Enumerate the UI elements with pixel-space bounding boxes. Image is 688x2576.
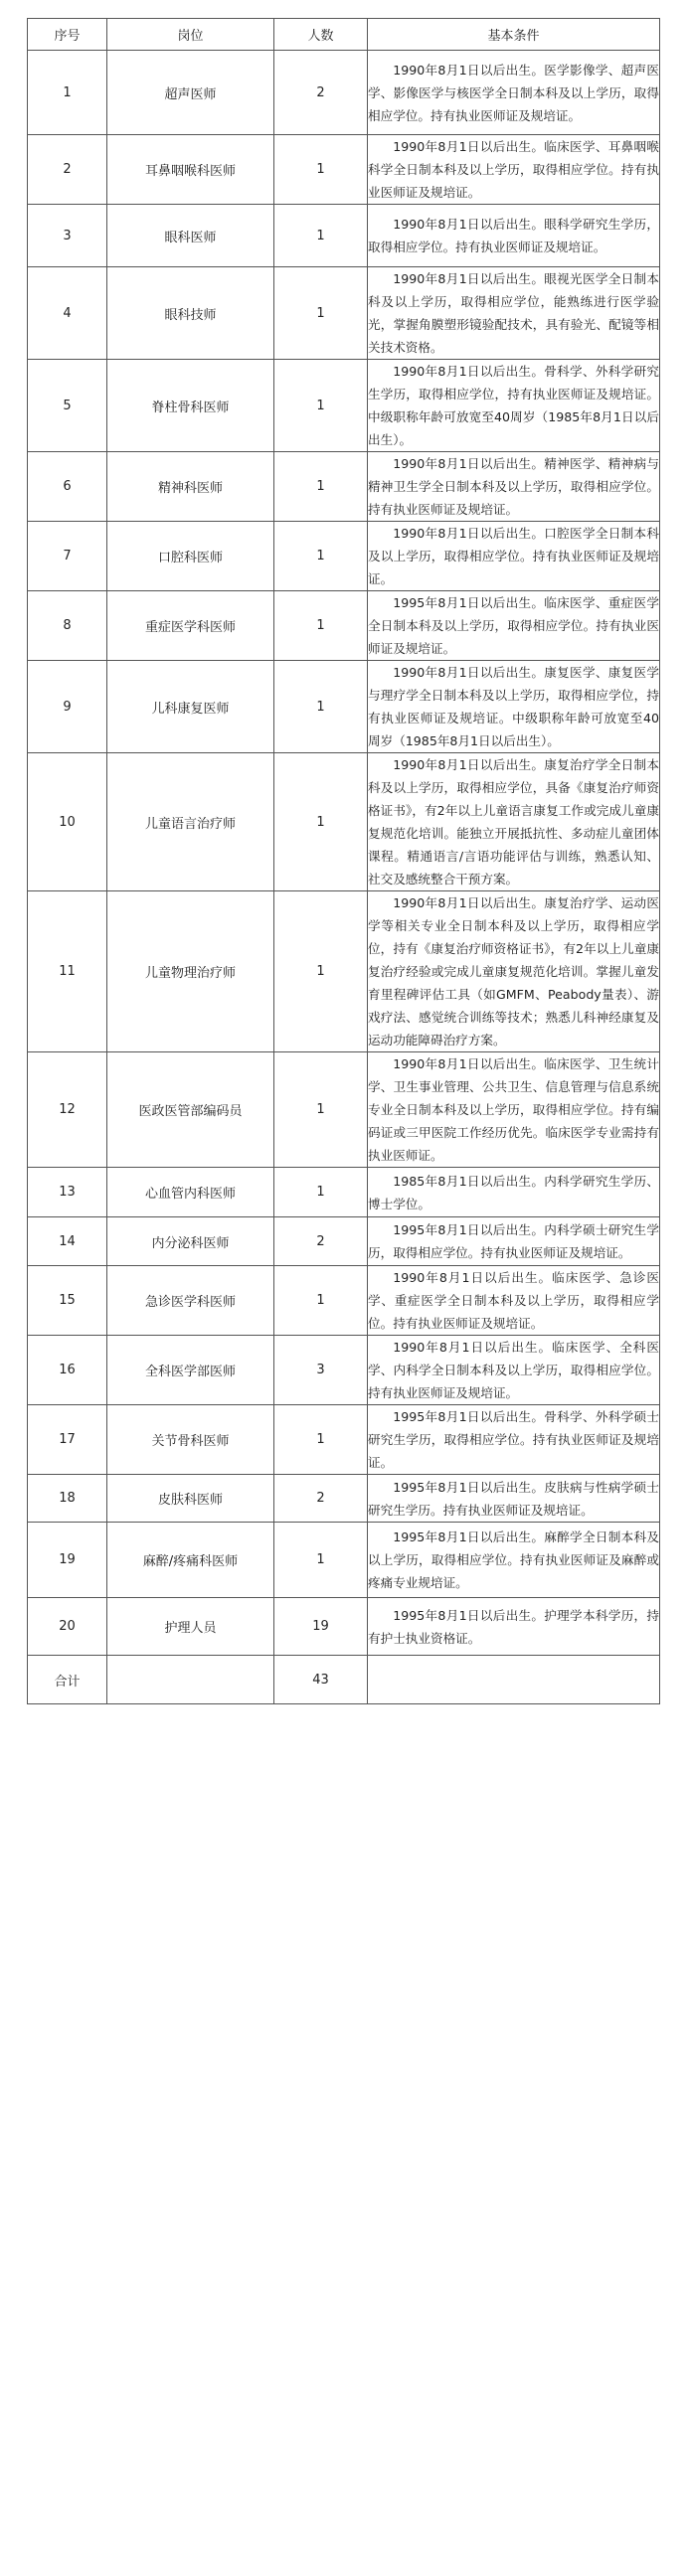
row-requirements: 1990年8月1日以后出生。骨科学、外科学研究生学历，取得相应学位，持有执业医师证及规培证。中级职称年龄可放宽至40周岁（1985年8月1日以后出生）。 xyxy=(368,360,660,452)
row-number: 1 xyxy=(28,51,107,135)
row-position: 重症医学科医师 xyxy=(107,591,274,661)
table-row xyxy=(28,360,660,452)
row-requirements: 1990年8月1日以后出生。康复治疗学全日制本科及以上学历，取得相应学位，具备《康复治疗师资格证书》，有2年以上儿童语言康复工作或完成儿童康复规范化培训。能独立开展抵抗性、多动症儿童团体课程。精通语言/言语功能评估与训练，熟悉认知、社交及感统整合干预方案。 xyxy=(368,753,660,891)
row-position: 儿童物理治疗师 xyxy=(107,891,274,1052)
table-row xyxy=(28,1523,660,1598)
row-requirements: 1990年8月1日以后出生。临床医学、全科医学、内科学全日制本科及以上学历，取得相应学位。持有执业医师证及规培证。 xyxy=(368,1336,660,1405)
row-position: 关节骨科医师 xyxy=(107,1405,274,1475)
row-requirements: 1990年8月1日以后出生。康复治疗学、运动医学等相关专业全日制本科及以上学历，取得相应学位，持有《康复治疗师资格证书》，有2年以上儿童康复治疗经验或完成儿童康复规范化培训。掌握儿童发育里程碑评估工具（如GMFM、Peabody量表）、游戏疗法、感觉统合训练等技术；熟悉儿科神经康复及运动功能障碍治疗方案。 xyxy=(368,891,660,1052)
row-position: 急诊医学科医师 xyxy=(107,1266,274,1336)
row-count: 19 xyxy=(274,1598,368,1656)
row-number: 13 xyxy=(28,1168,107,1217)
row-requirements: 1990年8月1日以后出生。眼视光医学全日制本科及以上学历，取得相应学位，能熟练进行医学验光，掌握角膜塑形镜验配技术，具有验光、配镜等相关技术资格。 xyxy=(368,267,660,360)
row-count: 2 xyxy=(274,51,368,135)
table-row xyxy=(28,1336,660,1405)
row-requirements: 1990年8月1日以后出生。医学影像学、超声医学、影像医学与核医学全日制本科及以上学历，取得相应学位。持有执业医师证及规培证。 xyxy=(368,51,660,135)
row-count: 1 xyxy=(274,1266,368,1336)
row-requirements: 1990年8月1日以后出生。精神医学、精神病与精神卫生学全日制本科及以上学历，取得相应学位。持有执业医师证及规培证。 xyxy=(368,452,660,522)
row-requirements: 1995年8月1日以后出生。皮肤病与性病学硕士研究生学历。持有执业医师证及规培证。 xyxy=(368,1475,660,1523)
header-no: 序号 xyxy=(28,19,107,51)
row-requirements: 1985年8月1日以后出生。内科学研究生学历、博士学位。 xyxy=(368,1168,660,1217)
row-requirements: 1995年8月1日以后出生。临床医学、重症医学全日制本科及以上学历，取得相应学位。持有执业医师证及规培证。 xyxy=(368,591,660,661)
table-row xyxy=(28,51,660,135)
row-count: 1 xyxy=(274,1168,368,1217)
table-row xyxy=(28,1598,660,1656)
table-row xyxy=(28,753,660,891)
row-count: 2 xyxy=(274,1475,368,1523)
row-position: 全科医学部医师 xyxy=(107,1336,274,1405)
row-number: 20 xyxy=(28,1598,107,1656)
row-number: 14 xyxy=(28,1217,107,1266)
row-number: 19 xyxy=(28,1523,107,1598)
header-count: 人数 xyxy=(274,19,368,51)
table-row xyxy=(28,452,660,522)
row-count: 1 xyxy=(274,1052,368,1168)
total-empty-cell xyxy=(107,1656,274,1704)
table-row xyxy=(28,1052,660,1168)
table-row xyxy=(28,1266,660,1336)
row-requirements: 1990年8月1日以后出生。临床医学、急诊医学、重症医学全日制本科及以上学历，取得相应学位。持有执业医师证及规培证。 xyxy=(368,1266,660,1336)
row-position: 耳鼻咽喉科医师 xyxy=(107,135,274,205)
row-requirements: 1990年8月1日以后出生。眼科学研究生学历，取得相应学位。持有执业医师证及规培证。 xyxy=(368,205,660,267)
row-number: 5 xyxy=(28,360,107,452)
row-count: 3 xyxy=(274,1336,368,1405)
row-position: 麻醉/疼痛科医师 xyxy=(107,1523,274,1598)
row-position: 超声医师 xyxy=(107,51,274,135)
row-count: 1 xyxy=(274,267,368,360)
row-position: 医政医管部编码员 xyxy=(107,1052,274,1168)
row-count: 1 xyxy=(274,1405,368,1475)
row-number: 11 xyxy=(28,891,107,1052)
row-requirements: 1990年8月1日以后出生。临床医学、耳鼻咽喉科学全日制本科及以上学历，取得相应学位。持有执业医师证及规培证。 xyxy=(368,135,660,205)
table-row xyxy=(28,267,660,360)
row-count: 2 xyxy=(274,1217,368,1266)
row-position: 眼科技师 xyxy=(107,267,274,360)
table-row xyxy=(28,1168,660,1217)
total-row xyxy=(28,1656,660,1704)
row-number: 2 xyxy=(28,135,107,205)
row-count: 1 xyxy=(274,891,368,1052)
row-count: 1 xyxy=(274,1523,368,1598)
row-number: 8 xyxy=(28,591,107,661)
row-requirements: 1995年8月1日以后出生。内科学硕士研究生学历，取得相应学位。持有执业医师证及规培证。 xyxy=(368,1217,660,1266)
row-requirements: 1995年8月1日以后出生。骨科学、外科学硕士研究生学历，取得相应学位。持有执业医师证及规培证。 xyxy=(368,1405,660,1475)
row-number: 3 xyxy=(28,205,107,267)
row-number: 17 xyxy=(28,1405,107,1475)
row-requirements: 1990年8月1日以后出生。临床医学、卫生统计学、卫生事业管理、公共卫生、信息管理与信息系统专业全日制本科及以上学历，取得相应学位。持有编码证或三甲医院工作经历优先。临床医学专业需持有执业医师证。 xyxy=(368,1052,660,1168)
row-number: 6 xyxy=(28,452,107,522)
recruitment-table xyxy=(27,18,660,1704)
table-row xyxy=(28,661,660,753)
table-row xyxy=(28,1475,660,1523)
row-position: 脊柱骨科医师 xyxy=(107,360,274,452)
row-count: 1 xyxy=(274,205,368,267)
row-position: 精神科医师 xyxy=(107,452,274,522)
row-count: 1 xyxy=(274,591,368,661)
row-number: 12 xyxy=(28,1052,107,1168)
row-requirements: 1990年8月1日以后出生。康复医学、康复医学与理疗学全日制本科及以上学历，取得相应学位，持有执业医师证及规培证。中级职称年龄可放宽至40周岁（1985年8月1日以后出生）。 xyxy=(368,661,660,753)
row-requirements: 1995年8月1日以后出生。麻醉学全日制本科及以上学历，取得相应学位。持有执业医师证及麻醉或疼痛专业规培证。 xyxy=(368,1523,660,1598)
table-row xyxy=(28,591,660,661)
header-position: 岗位 xyxy=(107,19,274,51)
row-number: 4 xyxy=(28,267,107,360)
row-count: 1 xyxy=(274,360,368,452)
row-requirements: 1995年8月1日以后出生。护理学本科学历，持有护士执业资格证。 xyxy=(368,1598,660,1656)
row-position: 儿科康复医师 xyxy=(107,661,274,753)
table-row xyxy=(28,891,660,1052)
row-number: 18 xyxy=(28,1475,107,1523)
row-number: 15 xyxy=(28,1266,107,1336)
row-number: 16 xyxy=(28,1336,107,1405)
row-position: 皮肤科医师 xyxy=(107,1475,274,1523)
row-position: 心血管内科医师 xyxy=(107,1168,274,1217)
row-count: 1 xyxy=(274,452,368,522)
row-number: 10 xyxy=(28,753,107,891)
row-count: 1 xyxy=(274,522,368,591)
total-empty-cell xyxy=(368,1656,660,1704)
header-requirements: 基本条件 xyxy=(368,19,660,51)
table-header-row xyxy=(28,19,660,51)
row-number: 9 xyxy=(28,661,107,753)
row-position: 口腔科医师 xyxy=(107,522,274,591)
total-label: 合计 xyxy=(28,1656,107,1704)
row-count: 1 xyxy=(274,135,368,205)
row-requirements: 1990年8月1日以后出生。口腔医学全日制本科及以上学历，取得相应学位。持有执业医师证及规培证。 xyxy=(368,522,660,591)
row-count: 1 xyxy=(274,661,368,753)
table-row xyxy=(28,135,660,205)
table-row xyxy=(28,1405,660,1475)
table-row xyxy=(28,522,660,591)
row-number: 7 xyxy=(28,522,107,591)
row-position: 内分泌科医师 xyxy=(107,1217,274,1266)
row-position: 儿童语言治疗师 xyxy=(107,753,274,891)
row-position: 眼科医师 xyxy=(107,205,274,267)
table-row xyxy=(28,1217,660,1266)
total-count: 43 xyxy=(274,1656,368,1704)
table-row xyxy=(28,205,660,267)
row-count: 1 xyxy=(274,753,368,891)
row-position: 护理人员 xyxy=(107,1598,274,1656)
